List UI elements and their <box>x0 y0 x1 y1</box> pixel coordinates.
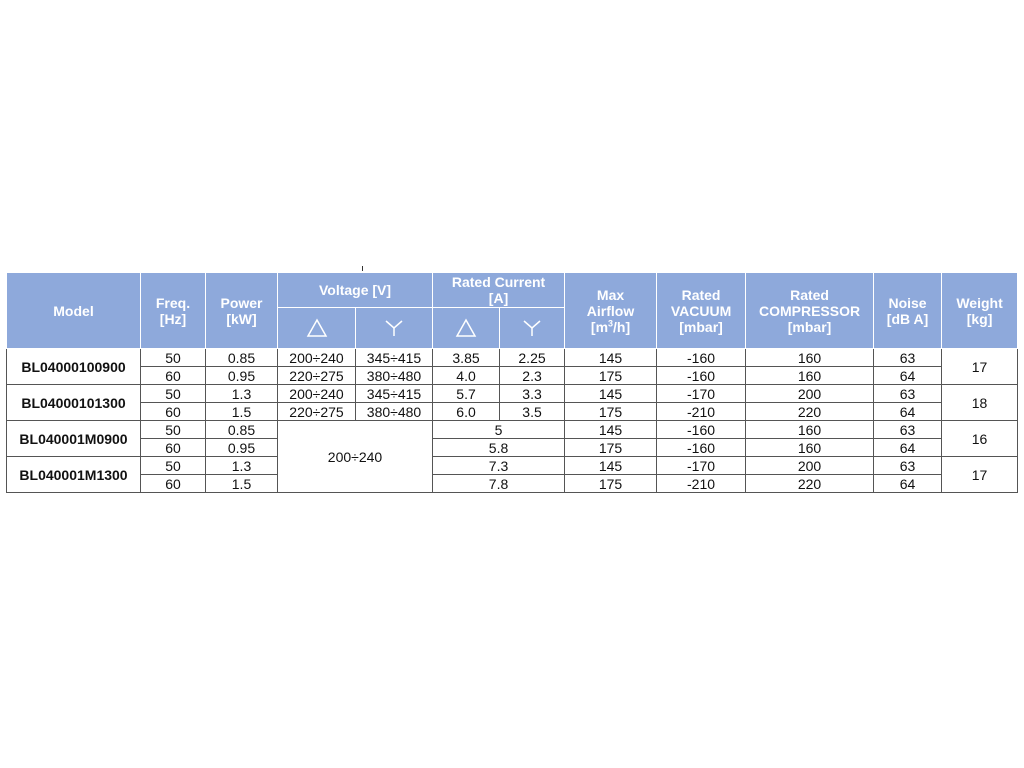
table-row <box>7 349 1018 367</box>
voltage-wye-cell: 380÷480 <box>356 403 433 421</box>
power-cell: 0.95 <box>206 439 278 457</box>
voltage-wye-cell: 345÷415 <box>356 349 433 367</box>
noise-cell: 64 <box>874 403 942 421</box>
vacuum-header: Rated VACUUM [mbar] <box>657 273 746 349</box>
freq-cell: 60 <box>141 403 206 421</box>
airflow-cell: 175 <box>565 403 657 421</box>
voltage-delta-cell: 200÷240 <box>278 385 356 403</box>
table-header <box>7 273 1018 349</box>
power-cell: 1.3 <box>206 457 278 475</box>
table-row <box>7 457 1018 475</box>
table-row <box>7 421 1018 439</box>
voltage-wye-cell: 380÷480 <box>356 367 433 385</box>
current-delta-cell: 5.7 <box>433 385 500 403</box>
current-wye-cell: 2.25 <box>500 349 565 367</box>
compressor-cell: 160 <box>746 439 874 457</box>
voltage-delta-cell: 220÷275 <box>278 403 356 421</box>
airflow-cell: 145 <box>565 457 657 475</box>
noise-cell: 64 <box>874 475 942 493</box>
table-row <box>7 403 1018 421</box>
vacuum-cell: -160 <box>657 421 746 439</box>
airflow-cell: 175 <box>565 439 657 457</box>
vacuum-cell: -170 <box>657 457 746 475</box>
vacuum-cell: -210 <box>657 475 746 493</box>
freq-cell: 50 <box>141 349 206 367</box>
current-cell: 5 <box>433 421 565 439</box>
table-row <box>7 367 1018 385</box>
vacuum-cell: -170 <box>657 385 746 403</box>
noise-cell: 64 <box>874 367 942 385</box>
power-header: Power [kW] <box>206 273 278 349</box>
specifications-table <box>6 272 1018 493</box>
weight-cell: 17 <box>942 349 1018 385</box>
current-delta-header <box>433 308 500 349</box>
model-name: BL040001M0900 <box>7 421 141 457</box>
freq-cell: 50 <box>141 385 206 403</box>
noise-header: Noise [dB A] <box>874 273 942 349</box>
airflow-cell: 145 <box>565 421 657 439</box>
freq-cell: 50 <box>141 421 206 439</box>
current-delta-cell: 4.0 <box>433 367 500 385</box>
voltage-wye-cell: 345÷415 <box>356 385 433 403</box>
weight-header: Weight [kg] <box>942 273 1018 349</box>
power-cell: 1.3 <box>206 385 278 403</box>
compressor-cell: 220 <box>746 475 874 493</box>
current-wye-header <box>500 308 565 349</box>
current-delta-cell: 6.0 <box>433 403 500 421</box>
freq-header: Freq. [Hz] <box>141 273 206 349</box>
compressor-cell: 220 <box>746 403 874 421</box>
noise-cell: 63 <box>874 385 942 403</box>
airflow-cell: 175 <box>565 475 657 493</box>
compressor-cell: 160 <box>746 421 874 439</box>
stray-tick-mark <box>362 266 363 271</box>
current-cell: 7.8 <box>433 475 565 493</box>
current-wye-cell: 2.3 <box>500 367 565 385</box>
noise-cell: 63 <box>874 421 942 439</box>
freq-cell: 50 <box>141 457 206 475</box>
current-delta-cell: 3.85 <box>433 349 500 367</box>
table-row <box>7 475 1018 493</box>
power-cell: 1.5 <box>206 403 278 421</box>
compressor-header: Rated COMPRESSOR [mbar] <box>746 273 874 349</box>
noise-cell: 63 <box>874 457 942 475</box>
voltage-delta-header <box>278 308 356 349</box>
current-cell: 5.8 <box>433 439 565 457</box>
power-cell: 0.85 <box>206 421 278 439</box>
power-cell: 1.5 <box>206 475 278 493</box>
airflow-cell: 175 <box>565 367 657 385</box>
power-cell: 0.95 <box>206 367 278 385</box>
noise-cell: 63 <box>874 349 942 367</box>
freq-cell: 60 <box>141 367 206 385</box>
vacuum-cell: -160 <box>657 349 746 367</box>
vacuum-cell: -160 <box>657 439 746 457</box>
voltage-wye-header <box>356 308 433 349</box>
vacuum-cell: -160 <box>657 367 746 385</box>
table-row <box>7 385 1018 403</box>
model-name: BL04000100900 <box>7 349 141 385</box>
delta-icon <box>455 318 477 338</box>
weight-cell: 18 <box>942 385 1018 421</box>
airflow-header: Max Airflow $[m^3/h]$ <box>565 273 657 349</box>
voltage-delta-cell: 220÷275 <box>278 367 356 385</box>
current-wye-cell: 3.3 <box>500 385 565 403</box>
compressor-cell: 200 <box>746 457 874 475</box>
delta-icon <box>306 318 328 338</box>
current-cell: 7.3 <box>433 457 565 475</box>
airflow-cell: 145 <box>565 385 657 403</box>
model-header: Model <box>7 273 141 349</box>
table-row <box>7 439 1018 457</box>
compressor-cell: 160 <box>746 367 874 385</box>
weight-cell: 17 <box>942 457 1018 493</box>
current-wye-cell: 3.5 <box>500 403 565 421</box>
table-body <box>7 349 1018 493</box>
weight-cell: 16 <box>942 421 1018 457</box>
current-header: Rated Current [A] <box>433 273 565 308</box>
wye-icon <box>521 318 543 338</box>
model-name: BL040001M1300 <box>7 457 141 493</box>
model-name: BL04000101300 <box>7 385 141 421</box>
freq-cell: 60 <box>141 439 206 457</box>
noise-cell: 64 <box>874 439 942 457</box>
compressor-cell: 160 <box>746 349 874 367</box>
airflow-cell: 145 <box>565 349 657 367</box>
voltage-header: Voltage [V] <box>278 273 433 308</box>
compressor-cell: 200 <box>746 385 874 403</box>
power-cell: 0.85 <box>206 349 278 367</box>
freq-cell: 60 <box>141 475 206 493</box>
wye-icon <box>383 318 405 338</box>
single-phase-voltage-cell: 200÷240 <box>278 421 433 493</box>
voltage-delta-cell: 200÷240 <box>278 349 356 367</box>
vacuum-cell: -210 <box>657 403 746 421</box>
